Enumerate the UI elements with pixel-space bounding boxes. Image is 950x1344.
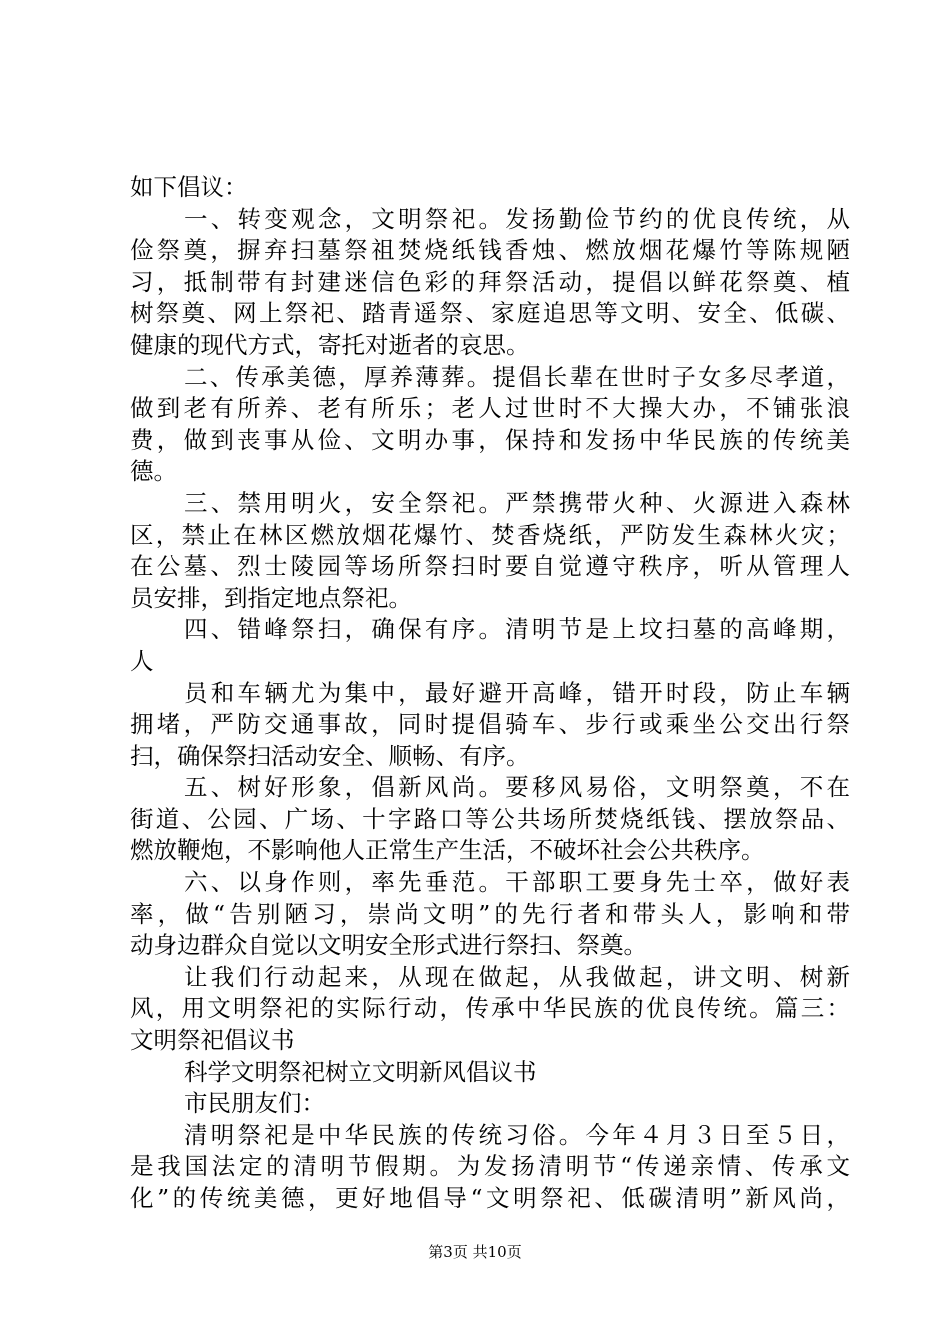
text-line: 科学文明祭祀树立文明新风倡议书 <box>184 1057 537 1086</box>
text-line: 人 <box>130 646 154 675</box>
text-line: 健康的现代方式，寄托对逝者的哀思。 <box>130 330 530 359</box>
text-line: 化”的传统美德，更好地倡导“文明祭祀、低碳清明”新风尚， <box>130 1184 850 1212</box>
text-line: 拥堵，严防交通事故，同时提倡骑车、步行或乘坐公交出行祭 <box>130 710 850 739</box>
text-line: 让我们行动起来，从现在做起，从我做起，讲文明、树新 <box>184 962 850 991</box>
text-line: 习，抵制带有封建迷信色彩的拜祭活动，提倡以鲜花祭奠、植 <box>130 267 850 296</box>
text-line: 如下倡议： <box>130 173 248 201</box>
text-line: 二、传承美德，厚养薄葬。提倡长辈在世时子女多尽孝道， <box>184 362 850 391</box>
text-line: 三、禁用明火，安全祭祀。严禁携带火种、火源进入森林 <box>184 488 850 517</box>
text-line: 文明祭祀倡议书 <box>130 1026 295 1055</box>
text-line: 区，禁止在林区燃放烟花爆竹、焚香烧纸，严防发生森林火灾； <box>130 520 850 549</box>
text-line: 德。 <box>130 457 177 486</box>
text-line: 率，做“告别陋习，崇尚文明”的先行者和带头人，影响和带 <box>130 899 850 928</box>
text-line: 是我国法定的清明节假期。为发扬清明节“传递亲情、传承文 <box>130 1152 850 1181</box>
text-line: 街道、公园、广场、十字路口等公共场所焚烧纸钱、摆放祭品、 <box>130 804 850 833</box>
text-line: 动身边群众自觉以文明安全形式进行祭扫、祭奠。 <box>130 931 647 960</box>
text-line: 树祭奠、网上祭祀、踏青遥祭、家庭追思等文明、安全、低碳、 <box>130 299 850 328</box>
text-line: 燃放鞭炮，不影响他人正常生产生活，不破坏社会公共秩序。 <box>130 836 765 865</box>
text-line: 员和车辆尤为集中，最好避开高峰，错开时段，防止车辆 <box>184 678 850 707</box>
text-line: 扫，确保祭扫活动安全、顺畅、有序。 <box>130 741 530 770</box>
text-line: 费，做到丧事从俭、文明办事，保持和发扬中华民族的传统美 <box>130 425 850 454</box>
text-line: 一、转变观念，文明祭祀。发扬勤俭节约的优良传统，从 <box>184 204 850 233</box>
text-line: 做到老有所养、老有所乐；老人过世时不大操大办，不铺张浪 <box>130 394 850 423</box>
text-line: 市民朋友们： <box>184 1089 325 1118</box>
document-body <box>130 172 850 1215</box>
text-line: 四、错峰祭扫，确保有序。清明节是上坟扫墓的高峰期， <box>184 615 850 644</box>
page-footer: 第3页 共10页 <box>428 1243 522 1261</box>
text-line: 风，用文明祭祀的实际行动，传承中华民族的优良传统。篇三： <box>130 994 850 1023</box>
text-line: 五、树好形象，倡新风尚。要移风易俗，文明祭奠，不在 <box>184 773 850 802</box>
text-line: 员安排，到指定地点祭祀。 <box>130 583 412 612</box>
text-line: 在公墓、烈士陵园等场所祭扫时要自觉遵守秩序，听从管理人 <box>130 552 850 581</box>
text-line: 俭祭奠，摒弃扫墓祭祖焚烧纸钱香烛、燃放烟花爆竹等陈规陋 <box>130 236 850 265</box>
text-line: 六、以身作则，率先垂范。干部职工要身先士卒，做好表 <box>184 868 850 897</box>
text-line: 清明祭祀是中华民族的传统习俗。今年４月３日至５日， <box>184 1120 850 1149</box>
